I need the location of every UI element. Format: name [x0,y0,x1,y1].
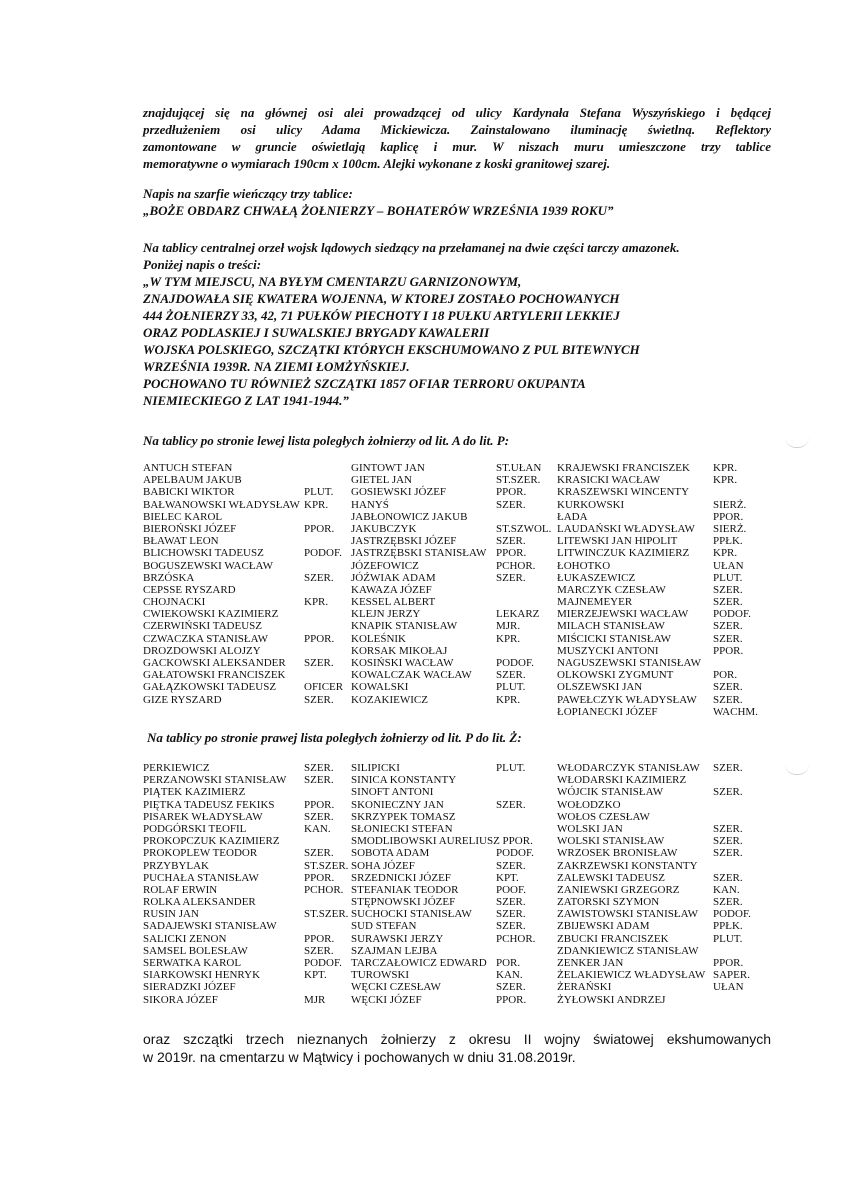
soldier-name: CEPSSE RYSZARD [143,583,236,596]
soldier-name: SALICKI ZENON [143,932,227,945]
soldier-rank: SIERŻ. [713,498,747,511]
soldier-name: BOGUSZEWSKI WACŁAW [143,559,273,572]
soldier-name: CZERWIŃSKI TADEUSZ [143,620,262,633]
soldier-rank: KPT. [496,871,519,884]
soldier-rank: PPOR. [496,486,527,499]
soldier-name: WÓJCIK STANISŁAW [557,786,664,799]
soldier-rank: SZER. [713,693,743,706]
soldier-rank: SZER. [496,571,526,584]
soldier-name: ZBUCKI FRANCISZEK [557,932,669,945]
soldier-rank: UŁAN [713,981,744,994]
central-line: NIEMIECKIEGO Z LAT 1941-1944.” [143,393,349,408]
soldier-rank: SZER. [713,620,743,633]
soldier-rank: SZER. [304,847,334,860]
soldier-name: ŻERAŃSKI [557,981,612,994]
soldier-rank: PLUT. [713,932,743,945]
soldier-name: BIEROŃSKI JÓZEF [143,522,237,535]
soldier-rank: POR. [496,957,521,969]
soldier-name: SIKORA JÓZEF [143,993,218,1006]
soldier-rank: KPR. [496,632,521,645]
soldier-rank: PCHOR. [304,883,344,896]
soldier-rank: PLUT. [713,571,743,584]
soldier-rank: PPOR. [304,522,335,535]
soldier-name: SRZEDNICKI JÓZEF [351,871,451,884]
soldier-rank: KPR. [304,498,329,511]
soldier-rank: POR. [713,669,738,682]
soldier-rank: PODOF. [713,908,751,921]
soldier-name: DROZDOWSKI ALOJZY [143,644,261,657]
soldier-name: ZATORSKI SZYMON [557,896,660,909]
soldier-name: BŁAWAT LEON [143,535,219,548]
soldier-name: STEFANIAK TEODOR [351,883,459,896]
intro-paragraph [143,104,771,172]
soldier-rank: SZER. [304,657,334,669]
soldier-name: SIARKOWSKI HENRYK [143,969,261,982]
soldier-rank: MJR [304,993,326,1006]
sash-section [143,185,771,219]
soldier-name: MAJNEMEYER [557,596,633,609]
soldier-rank: KPR. [713,474,738,487]
central-plaque-section [143,239,771,409]
soldier-rank: SZER. [496,669,526,682]
scan-margin-mark [785,437,809,448]
soldier-name: TUROWSKI [351,969,410,982]
soldier-name: LITEWSKI JAN HIPOLIT [557,535,678,548]
soldier-name: WOLSKI JAN [557,822,623,835]
soldier-name: PROKOPCZUK KAZIMIERZ [143,835,280,848]
soldier-rank: KPR. [496,693,521,706]
soldier-name: SŁONIECKI STEFAN [351,822,453,835]
soldier-name: PERZANOWSKI STANISŁAW [143,774,287,787]
soldier-rank: ST.UŁAN [496,462,542,474]
soldier-name: SZAJMAN LEJBA [351,944,438,957]
soldier-rank: SZER. [713,681,743,694]
soldier-name: PIĄTEK KAZIMIERZ [143,786,246,799]
soldier-name: ZENKER JAN [557,957,624,969]
soldier-name: MARCZYK CZESŁAW [557,583,666,596]
soldier-name: JABŁONOWICZ JAKUB [351,510,468,523]
soldier-name: SUCHOCKI STANISŁAW [351,908,472,921]
soldier-name: KOSIŃSKI WACŁAW [351,657,454,669]
soldier-name: GIZE RYSZARD [143,693,222,706]
soldier-rank: PODOF. [304,957,342,969]
central-line: WOJSKA POLSKIEGO, SZCZĄTKI KTÓRYCH EKSCHUMOWANO Z PUL BITEWNYCH [143,342,640,357]
soldier-rank: SZER. [496,798,526,811]
soldier-name: KNAPIK STANISŁAW [351,620,458,633]
soldier-name: KOWALSKI [351,681,409,694]
soldier-rank: SZER. [304,774,334,787]
soldier-name: ZDANKIEWICZ STANISŁAW [557,944,699,957]
soldier-rank: SZER. [496,896,526,909]
soldier-name: KOLEŚNIK [351,632,406,645]
soldier-name: KRASZEWSKI WINCENTY [557,486,690,499]
soldier-name: GOSIEWSKI JÓZEF [351,486,447,499]
soldier-name: MUSZYCKI ANTONI [557,644,659,657]
intro-line: przedłużeniem osi ulicy Adama Mickiewicza. Zainstalowano iluminację świetlną. Reflektory [143,122,771,137]
soldier-name: ROLKA ALEKSANDER [143,896,256,909]
soldier-name: WOLSKI STANISŁAW [557,835,665,848]
soldier-name: ZANIEWSKI GRZEGORZ [557,883,680,896]
sash-label: Napis na szarfie wieńczący trzy tablice: [143,186,353,201]
soldier-rank: PPOR. [496,547,527,560]
soldier-name: HANYŚ [351,498,389,511]
soldier-name: NAGUSZEWSKI STANISŁAW [557,657,701,669]
soldier-name: WŁODARCZYK STANISŁAW [557,762,700,774]
soldier-name: SUD STEFAN [351,920,417,933]
soldier-rank: SZER. [304,810,334,823]
soldier-name: ZAWISTOWSKI STANISŁAW [557,908,699,921]
soldier-name: SURAWSKI JERZY [351,932,444,945]
soldier-name: LITWINCZUK KAZIMIERZ [557,547,690,560]
soldier-name: PIĘTKA TADEUSZ FEKIKS [143,798,275,811]
soldier-name: KESSEL ALBERT [351,596,436,609]
soldier-name: BRZÓSKA [143,571,195,584]
soldier-name: BABICKI WIKTOR [143,486,235,499]
soldier-name: PERKIEWICZ [143,762,210,774]
soldier-rank: PPOR. [304,798,335,811]
scan-margin-mark [785,764,809,775]
left-list-heading: Na tablicy po stronie lewej lista poległych żołnierzy od lit. A do lit. P: [143,433,510,448]
central-line: POCHOWANO TU RÓWNIEŻ SZCZĄTKI 1857 OFIAR TERRORU OKUPANTA [143,376,586,391]
soldier-name: MILACH STANISŁAW [557,620,665,633]
soldier-rank: SZER. [713,835,743,848]
soldier-rank: PLUT. [496,762,526,774]
soldier-name: CHOJNACKI [143,596,206,609]
soldier-rank: SZER. [304,571,334,584]
soldier-rank: PODOF. [496,847,534,860]
soldier-rank: SZER. [304,693,334,706]
soldier-name: ROLAF ERWIN [143,883,218,896]
soldier-rank: PCHOR. [496,559,536,572]
soldier-name: STĘPNOWSKI JÓZEF [351,896,456,909]
soldier-rank: PLUT. [496,681,526,694]
soldier-name: GAŁATOWSKI FRANCISZEK [143,669,286,682]
soldier-rank: KPR. [713,547,738,560]
soldier-name: JASTRZĘBSKI STANISŁAW [351,547,487,560]
soldier-name: OLKOWSKI ZYGMUNT [557,669,674,682]
soldier-name: SMODLIBOWSKI AURELIUSZ PPOR. [351,835,533,848]
soldier-name: GIETEL JAN [351,474,412,487]
soldier-name: SOBOTA ADAM [351,847,430,860]
footer-line: w 2019r. na cmentarzu w Mątwicy i pochowanych w dniu 31.08.2019r. [143,1049,576,1065]
soldier-name: ŻELAKIEWICZ WŁADYSŁAW [557,969,706,982]
soldier-rank: PPOR. [713,510,744,523]
soldier-rank: PLUT. [304,486,334,499]
soldier-rank: UŁAN [713,559,744,572]
central-line: WRZEŚNIA 1939R. NA ZIEMI ŁOMŻYŃSKIEJ. [143,359,410,374]
soldier-rank: SZER. [304,762,334,774]
central-line: Poniżej napis o treści: [143,257,262,272]
soldier-rank: PPOR. [304,632,335,645]
soldier-name: ZBIJEWSKI ADAM [557,920,650,933]
footer-paragraph [143,1030,771,1066]
soldier-name: KORSAK MIKOŁAJ [351,644,448,657]
soldier-name: KOWALCZAK WACŁAW [351,669,472,682]
soldier-rank: SZER. [713,822,743,835]
soldier-rank: ST.SZWOL. [496,522,552,535]
soldier-rank: SAPER. [713,969,750,982]
soldier-name: CWIEKOWSKI KAZIMIERZ [143,608,279,621]
soldier-name: JAKUBCZYK [351,522,417,535]
soldier-name: ŁADA [557,510,588,523]
soldier-name: ŁOHOTKO [557,559,611,572]
soldier-name: CZWACZKA STANISŁAW [143,632,269,645]
soldier-name: PUCHAŁA STANISŁAW [143,871,259,884]
soldier-rank: KPT. [304,969,327,982]
soldier-rank: ST.SZER. [496,474,541,487]
soldier-name: SERWATKA KAROL [143,957,242,969]
soldier-name: WŁODARSKI KAZIMIERZ [557,774,687,787]
soldier-rank: SZER. [713,786,743,799]
soldier-name: KLEJN JERZY [351,608,421,621]
soldier-rank: SZER. [713,871,743,884]
soldier-name: BLICHOWSKI TADEUSZ [143,547,264,560]
soldier-rank: KPR. [304,596,329,609]
soldier-rank: KAN. [304,822,331,835]
right-list-heading: Na tablicy po stronie prawej lista poległych żołnierzy od lit. P do lit. Ż: [147,730,522,745]
central-line: 444 ŻOŁNIERZY 33, 42, 71 PUŁKÓW PIECHOTY I 18 PUŁKU ARTYLERII LEKKIEJ [143,308,620,323]
soldier-rank: OFICER [304,681,344,694]
soldier-name: WOŁODZKO [557,798,621,811]
soldier-name: WOŁOS CZESŁAW [557,810,650,823]
soldier-name: SINICA KONSTANTY [351,774,457,787]
soldier-name: RUSIN JAN [143,908,199,921]
soldier-name: ZAKRZEWSKI KONSTANTY [557,859,698,872]
soldier-rank: PPOR. [304,871,335,884]
soldier-name: PAWEŁCZYK WŁADYSŁAW [557,693,697,706]
soldier-rank: SZER. [496,908,526,921]
soldier-name: KURKOWSKI [557,498,625,511]
soldier-rank: PPŁK. [713,535,743,548]
soldier-name: KAWAZA JÓZEF [351,583,432,596]
sash-text: „BOŻE OBDARZ CHWAŁĄ ŻOŁNIERZY – BOHATERÓW WRZEŚNIA 1939 ROKU” [143,203,614,218]
soldier-name: MIŚCICKI STANISŁAW [557,632,672,645]
soldier-rank: KAN. [496,969,523,982]
soldier-rank: PPOR. [713,644,744,657]
soldier-name: PISAREK WŁADYSŁAW [143,810,263,823]
soldier-name: MIERZEJEWSKI WACŁAW [557,608,689,621]
soldier-name: ŁUKASZEWICZ [557,571,636,584]
soldier-rank: SZER. [496,498,526,511]
soldier-name: ŻYŁOWSKI ANDRZEJ [557,993,666,1006]
soldier-name: WĘCKI CZESŁAW [351,981,441,994]
soldier-name: ŁOPIANECKI JÓZEF [557,705,658,718]
soldier-name: BIELEC KAROL [143,510,223,523]
soldier-name: OLSZEWSKI JAN [557,681,643,694]
soldier-name: APELBAUM JAKUB [143,474,242,487]
soldier-name: LAUDAŃSKI WŁADYSŁAW [557,522,695,535]
soldier-name: JÓZEFOWICZ [351,559,419,572]
soldier-rank: KAN. [713,883,740,896]
soldier-rank: PODOF. [304,547,342,560]
soldier-rank: SZER. [496,920,526,933]
soldier-rank: SZER. [496,981,526,994]
soldier-name: KRAJEWSKI FRANCISZEK [557,462,690,474]
central-line: ORAZ PODLASKIEJ I SUWALSKIEJ BRYGADY KAWALERII [143,325,490,340]
soldier-rank: SZER. [304,944,334,957]
soldier-rank: SZER. [496,535,526,548]
central-line: „W TYM MIEJSCU, NA BYŁYM CMENTARZU GARNIZONOWYM, [143,274,522,289]
soldier-name: JASTRZĘBSKI JÓZEF [351,535,457,548]
soldier-name: PODGÓRSKI TEOFIL [143,822,247,835]
soldier-rank: PODOF. [496,657,534,669]
soldier-rank: WACHM. [713,705,758,718]
central-line: ZNAJDOWAŁA SIĘ KWATERA WOJENNA, W KTOREJ ZOSTAŁO POCHOWANYCH [143,291,620,306]
soldier-name: WĘCKI JÓZEF [351,993,422,1006]
soldier-rank: ST.SZER. [304,859,349,872]
soldier-rank: SZER. [713,632,743,645]
soldier-rank: POOF. [496,883,526,896]
soldier-rank: SZER. [713,847,743,860]
footer-line: oraz szczątki trzech nieznanych żołnierzy z okresu II wojny światowej ekshumowanych [143,1031,771,1047]
soldier-rank: PPŁK. [713,920,743,933]
soldier-rank: PPOR. [496,993,527,1006]
soldier-rank: SIERŻ. [713,522,747,535]
soldier-name: JÓŹWIAK ADAM [351,571,436,584]
soldier-name: SKONIECZNY JAN [351,798,444,811]
intro-line: memoratywne o wymiarach 190cm x 100cm. Alejki wykonane z koski granitowej szarej. [143,156,611,171]
soldier-name: SKRZYPEK TOMASZ [351,810,456,823]
soldier-rank: SZER. [713,583,743,596]
soldier-name: SOHA JÓZEF [351,859,415,872]
soldier-name: GINTOWT JAN [351,462,425,474]
soldier-name: SADAJEWSKI STANISŁAW [143,920,277,933]
soldier-name: TARCZAŁOWICZ EDWARD [351,957,487,969]
soldier-name: GAŁĄZKOWSKI TADEUSZ [143,681,277,694]
soldier-rank: SZER. [713,896,743,909]
soldier-name: SAMSEL BOLESŁAW [143,944,248,957]
soldier-rank: LEKARZ [496,608,540,621]
soldier-name: SINOFT ANTONI [351,786,434,799]
soldier-name: PRZYBYLAK [143,859,210,872]
soldier-rank: SZER. [713,596,743,609]
soldier-name: KRASICKI WACŁAW [557,474,661,487]
intro-line: zamontowane w gruncie oświetlają kaplicę i mur. W niszach muru umieszczone trzy tablice [143,139,771,154]
soldier-rank: PPOR. [713,957,744,969]
soldier-rank: SZER. [496,859,526,872]
soldier-name: SIERADZKI JÓZEF [143,981,236,994]
soldier-name: PROKOPLEW TEODOR [143,847,258,860]
soldier-name: GACKOWSKI ALEKSANDER [143,657,286,669]
soldier-name: SILIPICKI [351,762,400,774]
soldier-rank: PPOR. [304,932,335,945]
soldier-name: BAŁWANOWSKI WŁADYSŁAW [143,498,300,511]
soldier-name: ANTUCH STEFAN [143,462,233,474]
soldier-name: WRZOSEK BRONISŁAW [557,847,678,860]
soldier-rank: SZER. [713,762,743,774]
soldier-rank: KPR. [713,462,738,474]
soldier-rank: PODOF. [713,608,751,621]
soldier-name: ZALEWSKI TADEUSZ [557,871,665,884]
soldier-name: KOZAKIEWICZ [351,693,428,706]
soldier-rank: PCHOR. [496,932,536,945]
intro-line: znajdującej się na głównej osi alei prowadzącej od ulicy Kardynała Stefana Wyszyńskiego i będącej [143,105,771,120]
central-line: Na tablicy centralnej orzeł wojsk lądowych siedzący na przełamanej na dwie części tarczy amazonek. [143,240,680,255]
soldier-rank: MJR. [496,620,521,633]
soldier-rank: ST.SZER. [304,908,349,921]
